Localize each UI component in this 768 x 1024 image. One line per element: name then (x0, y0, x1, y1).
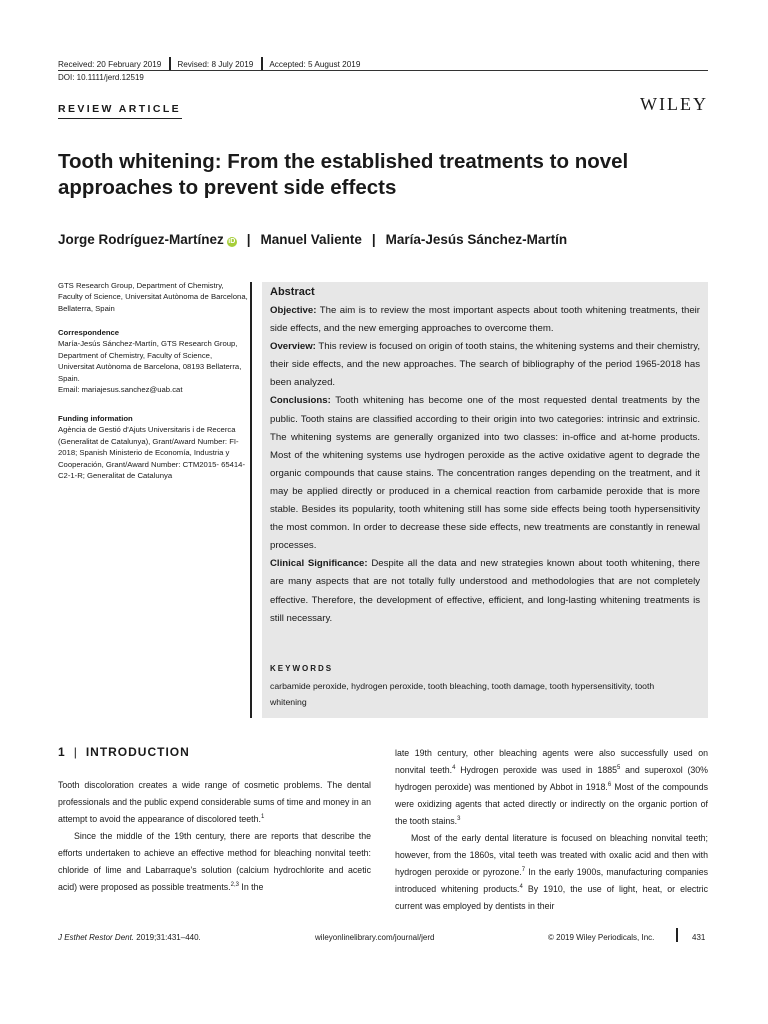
paragraph-text: By 1910, the use of light, heat, or electric current was employed by dentists in their (395, 884, 708, 911)
citation-ref[interactable]: 5 (617, 765, 621, 772)
paragraph-text: Most of the compounds were oxidizing agents that acted directly or indirectly on the organic portion of the tooth stains. (395, 782, 708, 826)
correspondence-text: María-Jesús Sánchez-Martín, GTS Research Group, Department of Chemistry, Faculty of Science, Universitat Autònoma de Barcelona, 08193 Bellaterra, Spain. (58, 339, 242, 383)
correspondence-email[interactable]: Email: mariajesus.sanchez@uab.cat (58, 385, 183, 395)
citation-ref[interactable]: 7 (521, 867, 526, 874)
keywords-list: carbamide peroxide, hydrogen peroxide, tooth bleaching, tooth damage, tooth hypersensitivity, tooth whitening (270, 681, 655, 707)
header-rule (58, 70, 708, 71)
article-type: REVIEW ARTICLE (58, 103, 182, 115)
funding-heading: Funding information (58, 414, 133, 423)
paragraph-text: In the early 1900s, manufacturing companies introduced whitening products. (395, 867, 708, 894)
paragraph-text: late 19th century, other bleaching agents were also successfully used on nonvital teeth. (395, 748, 708, 775)
footer-citation (58, 933, 201, 942)
author-name[interactable]: Jorge Rodríguez-Martínez (58, 232, 224, 247)
citation-ref[interactable]: 4 (452, 765, 456, 772)
citation-ref[interactable]: 1 (260, 814, 265, 821)
citation-ref[interactable]: 2,3 (230, 882, 239, 889)
abstract-body (270, 302, 700, 628)
date-divider (261, 57, 263, 70)
paragraph-text: and superoxol (30% hydrogen peroxide) was mentioned by Abbot in 1918. (395, 765, 708, 792)
abstract-heading: Abstract (270, 286, 315, 298)
correspondence-heading: Correspondence (58, 328, 120, 337)
paragraph-text: Hydrogen peroxide was used in 1885 (460, 765, 618, 775)
footer-url[interactable]: wileyonlinelibrary.com/journal/jerd (315, 933, 435, 942)
publisher-logo: WILEY (640, 94, 708, 114)
abstract-clinical-significance (270, 555, 700, 627)
citation-ref[interactable]: 6 (607, 782, 612, 789)
conclusions-text: Tooth whitening has become one of the most requested dental treatments by the public. Tooth stains are classified according to their origin into two categories: intrinsic and extrinsic. The whitening systems are generally organized into two classes: in-office and at-home products. Most of the whitening systems use hydrogen peroxide as the active oxidative agent to degrade the organic compounds that cause stains. The concentration ranges depending on the treatment, and it may be applied directly or produced in a chemical reaction from carbamide peroxide that is more stable. Besides its popularity, tooth whitening still has some side effects being tooth hypersensitivity the most common. In order to decrease these side effects, new treatments are constantly in renewal processes. (270, 395, 700, 552)
funding-text: Agència de Gestió d'Ajuts Universitaris i de Recerca (Generalitat de Catalunya), Grant/Award Number: FI-2018; Spanish Ministerio de Economía, Industria y Cooperación, Grant/Award Number: CTM2015- 65414-C2-1-R; Generalitat de Catalunya (58, 425, 246, 481)
date-divider (169, 57, 171, 70)
objective-text: The aim is to review the most important aspects about tooth whitening treatments, their side effects, and the new emerging approaches to overcome them. (270, 305, 700, 335)
footer-copyright: © 2019 Wiley Periodicals, Inc. (548, 933, 655, 942)
objective-label: Objective: (270, 305, 317, 316)
conclusions-label: Conclusions: (270, 395, 331, 407)
affiliation: GTS Research Group, Department of Chemistry, Faculty of Science, Universitat Autònoma de Barcelona, Bellaterra, Spain (58, 281, 248, 313)
publication-dates (58, 57, 360, 70)
orcid-icon[interactable]: iD (228, 238, 236, 245)
clinical-text: Despite all the data and new strategies known about tooth whitening, there are many aspects that are not totally fully understood and methodologies that are not completely effective. Therefore, the development of effective, efficient, and long-lasting whitening treatments is still necessary. (270, 558, 700, 624)
author-separator: | (371, 232, 376, 247)
section-title: INTRODUCTION (85, 745, 190, 759)
section-heading (58, 745, 190, 759)
page-number: 431 (692, 933, 706, 942)
author-separator: | (246, 232, 251, 247)
article-type-underline (58, 118, 182, 119)
accepted-date: Accepted: 5 August 2019 (269, 60, 361, 69)
author-name[interactable]: Manuel Valiente (260, 232, 362, 247)
body-column-right (395, 745, 708, 915)
paragraph-text: Most of the early dental literature is focused on bleaching nonvital teeth; however, from the 1860s, vital teeth was treated with oxalic acid and then with hydrogen peroxide or pyrozone. (395, 833, 708, 877)
doi[interactable]: DOI: 10.1111/jerd.12519 (58, 73, 144, 82)
author-list (58, 232, 567, 247)
paragraph-text: Tooth discoloration creates a wide range of cosmetic problems. The dental professionals and the public expend considerable sums of time and money in an attempt to avoid the appearance of discolored teeth. (58, 780, 371, 824)
clinical-label: Clinical Significance: (270, 558, 368, 570)
section-number: 1 (58, 745, 66, 759)
body-column-left (58, 777, 371, 896)
paragraph (395, 830, 708, 915)
overview-label: Overview: (270, 341, 316, 353)
citation-ref[interactable]: 4 (519, 884, 523, 891)
author-name[interactable]: María-Jesús Sánchez-Martín (385, 232, 568, 247)
overview-text: This review is focused on origin of tooth stains, the whitening systems and their chemistry, their side effects, and the new approaches. The search of bibliography of the period 1965-2018 has been analyzed. (270, 341, 700, 389)
keywords-heading: KEYWORDS (270, 664, 334, 673)
citation-volume: 2019;31:431–440. (136, 933, 201, 942)
received-date: Received: 20 February 2019 (58, 60, 162, 69)
paper-title: Tooth whitening: From the established treatments to novel approaches to prevent side effects (58, 150, 629, 199)
paragraph (58, 777, 371, 828)
correspondence (58, 327, 248, 395)
paragraph (395, 745, 708, 830)
paragraph-text: In the (241, 882, 264, 892)
abstract-objective (270, 302, 700, 338)
funding-information (58, 413, 248, 481)
section-separator: | (73, 745, 78, 759)
citation-ref[interactable]: 3 (457, 816, 461, 823)
journal-name: J Esthet Restor Dent. (58, 933, 135, 942)
abstract-conclusions (270, 392, 700, 555)
abstract-left-rule (250, 282, 252, 718)
abstract-overview (270, 338, 700, 392)
paragraph-text: Since the middle of the 19th century, there are reports that describe the efforts undertaken to achieve an effective method for bleaching nonvital teeth: chloride of lime and Labarraque's solution (calcium hydrochlorite and acetic acid) were proposed as possible treatments. (58, 831, 371, 892)
paragraph (58, 828, 371, 896)
revised-date: Revised: 8 July 2019 (177, 60, 254, 69)
footer-divider (676, 928, 678, 942)
